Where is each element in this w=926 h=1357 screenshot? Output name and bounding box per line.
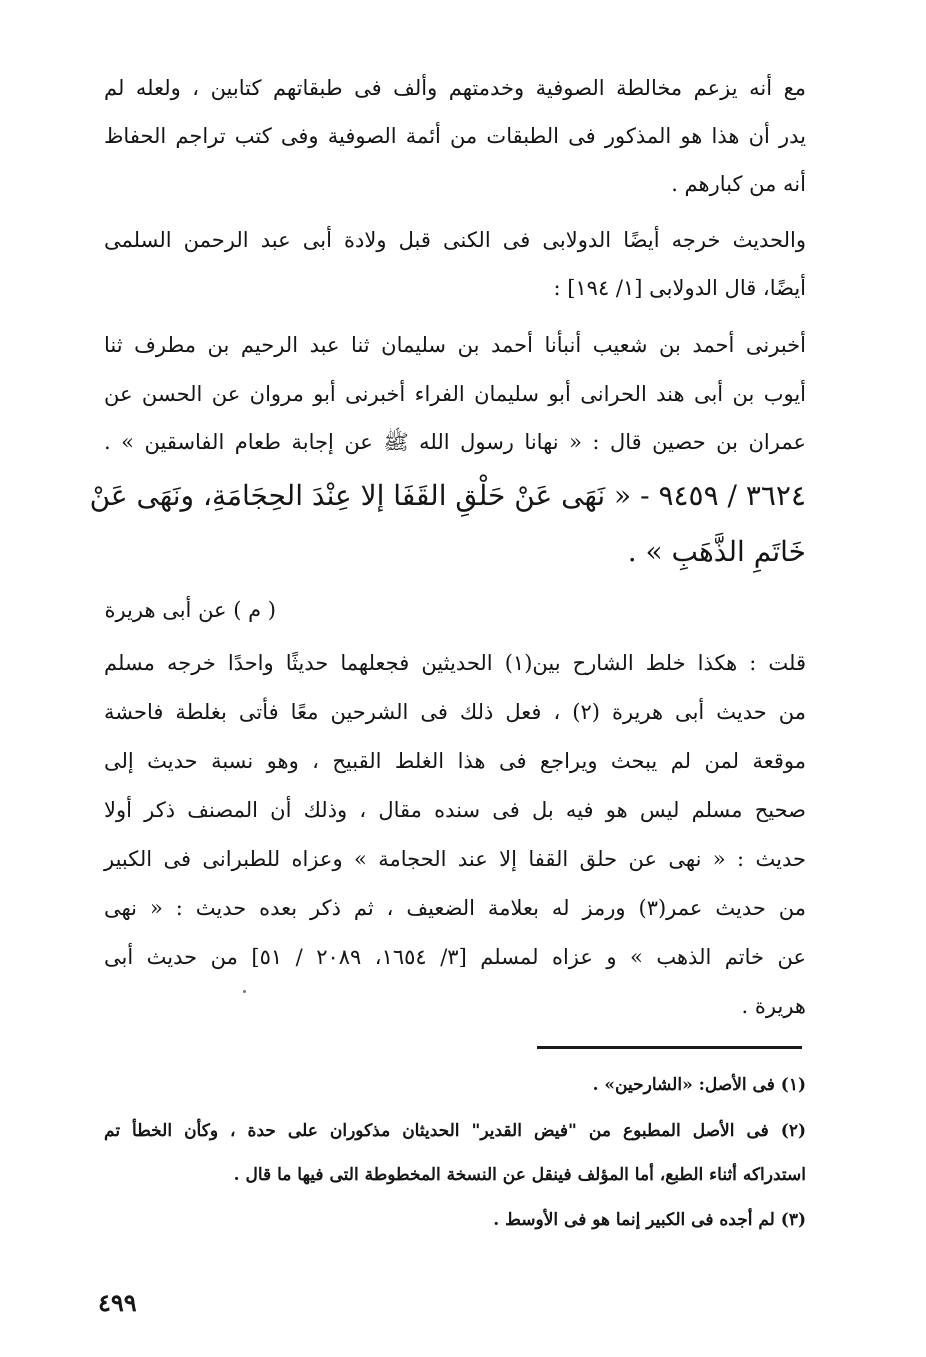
footnote-2-line-1: (٢) فى الأصل المطبوع من "فيض القدير" الحديثان مذكوران على حدة ، وكأن الخطأ تم	[104, 1121, 806, 1141]
page-number: ٤٩٩	[98, 1288, 137, 1317]
hadith-source: ( م ) عن أبى هريرة	[104, 598, 276, 622]
footnote-3: (٣) لم أجده فى الكبير إنما هو فى الأوسط .	[493, 1210, 806, 1230]
paragraph-3-line-2: أيوب بن أبى هند الحرانى أبو سليمان الفراء أخبرنى أبو مروان عن الحسن عن	[104, 382, 806, 406]
print-speck	[243, 990, 246, 993]
hadith-text-line-2: خَاتَمِ الذَّهَبِ » .	[627, 535, 806, 568]
hadith-text-line-1: ٣٦٢٤ / ٩٤٥٩ - « نَهَى عَنْ حَلْقِ القَفَا إلا عِنْدَ الحِجَامَةِ، ونَهَى عَنْ	[89, 479, 806, 512]
footnote-separator	[537, 1046, 802, 1049]
paragraph-3-line-3: عمران بن حصين قال : « نهانا رسول الله ﷺ عن إجابة طعام الفاسقين » .	[104, 430, 806, 454]
footnote-2-line-2: استدراكه أثناء الطبع، أما المؤلف فينقل عن النسخة المخطوطة التى فيها ما قال .	[233, 1165, 806, 1185]
commentary-line-7: عن خاتم الذهب » و عزاه لمسلم [٣/ ١٦٥٤، ٢٠٨٩ / ٥١] من حديث أبى	[104, 945, 807, 969]
footnote-1: (١) فى الأصل: «الشارحين» .	[592, 1075, 806, 1095]
commentary-line-5: حديث : « نهى عن حلق القفا إلا عند الحجامة » وعزاه للطبرانى فى الكبير	[104, 847, 806, 871]
paragraph-2-line-2: أيضًا، قال الدولابى [١/ ١٩٤] :	[553, 276, 806, 300]
paragraph-3-line-1: أخبرنى أحمد بن شعيب أنبأنا أحمد بن سليمان ثنا عبد الرحيم بن مطرف ثنا	[104, 333, 806, 357]
paragraph-1-line-1: مع أنه يزعم مخالطة الصوفية وخدمتهم وألف فى طبقاتهم كتابين ، ولعله لم	[104, 76, 806, 100]
commentary-line-2: من حديث أبى هريرة (٢) ، فعل ذلك فى الشرحين معًا فأتى بغلطة فاحشة	[104, 700, 806, 724]
commentary-line-8: هريرة .	[741, 994, 806, 1018]
paragraph-1-line-2: يدر أن هذا هو المذكور فى الطبقات من أئمة الصوفية وفى كتب تراجم الحفاظ	[104, 124, 806, 148]
commentary-line-1: قلت : هكذا خلط الشارح بين(١) الحديثين فجعلهما حديثًا واحدًا خرجه مسلم	[104, 651, 807, 675]
paragraph-1-line-3: أنه من كبارهم .	[671, 172, 806, 196]
commentary-line-3: موقعة لمن لم يبحث ويراجع فى هذا الغلط القبيح ، وهو نسبة حديث إلى	[104, 749, 806, 773]
paragraph-2-line-1: والحديث خرجه أيضًا الدولابى فى الكنى قبل ولادة أبى عبد الرحمن السلمى	[104, 228, 806, 252]
commentary-line-4: صحيح مسلم ليس هو فيه بل فى سنده مقال ، وذلك أن المصنف ذكر أولا	[104, 798, 806, 822]
commentary-line-6: من حديث عمر(٣) ورمز له بعلامة الضعيف ، ثم ذكر بعده حديث : « نهى	[104, 896, 806, 920]
